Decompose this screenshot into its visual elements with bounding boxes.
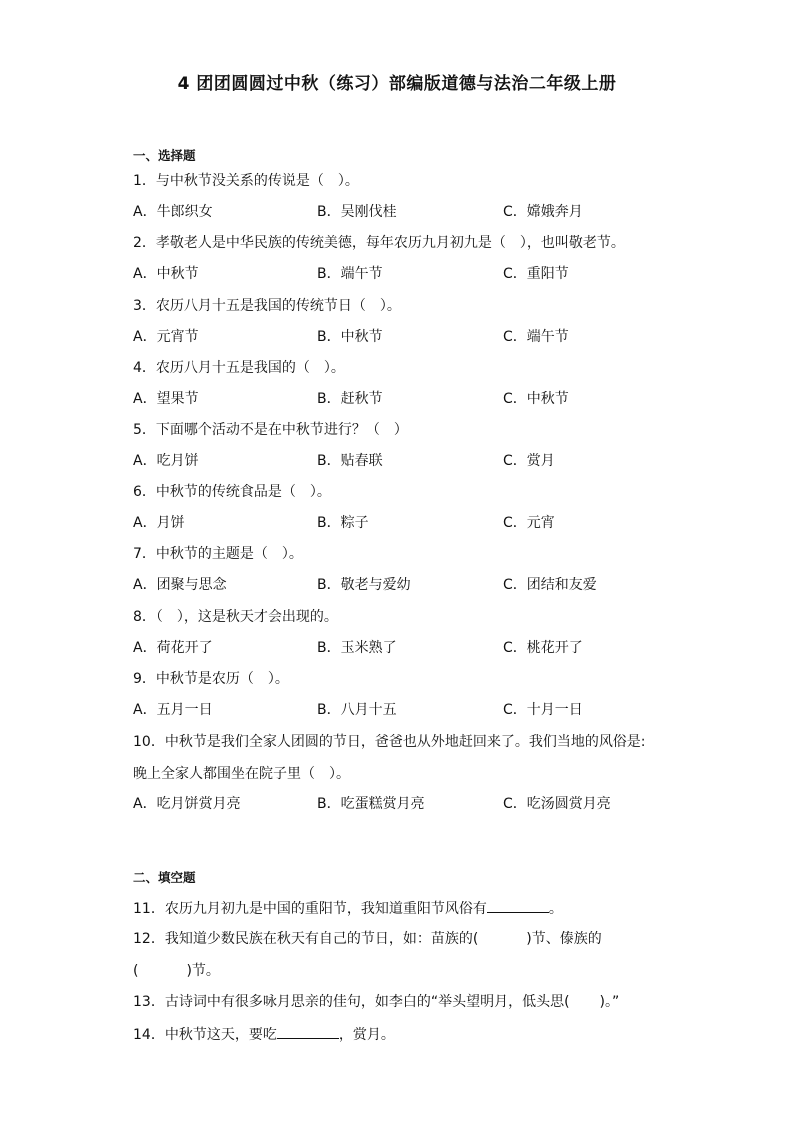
question-text: )。”: [599, 994, 620, 1010]
option-a[interactable]: A．吃月饼赏月亮: [133, 796, 241, 812]
question-text: )节。: [186, 963, 220, 979]
options-row: [133, 700, 693, 720]
option-a[interactable]: A．荷花开了: [133, 640, 213, 656]
question-text: 12．我知道少数民族在秋天有自己的节日，如：苗族的(: [133, 931, 479, 947]
option-a[interactable]: A．吃月饼: [133, 453, 199, 469]
question-stem: 4．农历八月十五是我国的（ ）。: [133, 360, 345, 376]
question-stem: 2．孝敬老人是中华民族的传统美德，每年农历九月初九是（ ），也叫敬老节。: [133, 235, 625, 251]
question-text: 。: [548, 901, 563, 917]
fill-question-12: [133, 929, 602, 949]
options-row: [133, 575, 693, 595]
option-a[interactable]: A．望果节: [133, 391, 199, 407]
option-c[interactable]: C．嫦娥奔月: [503, 204, 583, 220]
option-b[interactable]: B．赶秋节: [317, 391, 383, 407]
option-c[interactable]: C．团结和友爱: [503, 577, 597, 593]
section-heading-choice: 一、选择题: [133, 148, 196, 163]
option-b[interactable]: B．八月十五: [317, 702, 397, 718]
question-text: ，赏月。: [338, 1027, 395, 1043]
fill-question-14: [133, 1024, 395, 1045]
option-c[interactable]: C．吃汤圆赏月亮: [503, 796, 611, 812]
fill-question-13: [133, 992, 619, 1012]
option-a[interactable]: A．牛郎织女: [133, 204, 213, 220]
answer-blank[interactable]: [277, 1024, 339, 1039]
option-b[interactable]: B．玉米熟了: [317, 640, 397, 656]
option-b[interactable]: B．端午节: [317, 266, 383, 282]
fill-question-12-cont: [133, 961, 220, 981]
option-c[interactable]: C．桃花开了: [503, 640, 583, 656]
option-a[interactable]: A．元宵节: [133, 329, 199, 345]
section-heading-fill: 二、填空题: [133, 870, 196, 885]
question-stem: 8．（ ），这是秋天才会出现的。: [133, 609, 338, 625]
option-a[interactable]: A．团聚与思念: [133, 577, 227, 593]
question-stem: 6．中秋节的传统食品是（ ）。: [133, 484, 331, 500]
question-stem: 5．下面哪个活动不是在中秋节进行？（ ）: [133, 422, 408, 438]
question-text: 14．中秋节这天，要吃: [133, 1027, 277, 1043]
question-text: 13．古诗词中有很多咏月思亲的佳句，如李白的“举头望明月，低头思(: [133, 994, 570, 1010]
question-stem: 3．农历八月十五是我国的传统节日（ ）。: [133, 298, 401, 314]
option-b[interactable]: B．贴春联: [317, 453, 383, 469]
options-row: [133, 389, 693, 409]
question-stem: 1．与中秋节没关系的传说是（ ）。: [133, 173, 359, 189]
question-stem: 9．中秋节是农历（ ）。: [133, 671, 289, 687]
options-row: [133, 451, 693, 471]
option-c[interactable]: C．十月一日: [503, 702, 583, 718]
question-text: )节、傣族的: [526, 931, 602, 947]
option-a[interactable]: A．五月一日: [133, 702, 213, 718]
option-b[interactable]: B．吴刚伐桂: [317, 204, 397, 220]
fill-question-11: [133, 898, 563, 919]
option-c[interactable]: C．赏月: [503, 453, 555, 469]
options-row: [133, 202, 693, 222]
question-text: (: [133, 963, 139, 979]
page-title: 4 团团圆圆过中秋（练习）部编版道德与法治二年级上册: [177, 74, 617, 94]
options-row: [133, 794, 693, 814]
question-stem: 7．中秋节的主题是（ ）。: [133, 546, 303, 562]
option-c[interactable]: C．重阳节: [503, 266, 569, 282]
option-b[interactable]: B．敬老与爱幼: [317, 577, 411, 593]
answer-blank[interactable]: [487, 898, 549, 913]
option-c[interactable]: C．中秋节: [503, 391, 569, 407]
options-row: [133, 513, 693, 533]
option-c[interactable]: C．元宵: [503, 515, 555, 531]
options-row: [133, 638, 693, 658]
option-c[interactable]: C．端午节: [503, 329, 569, 345]
option-b[interactable]: B．中秋节: [317, 329, 383, 345]
option-a[interactable]: A．中秋节: [133, 266, 199, 282]
option-a[interactable]: A．月饼: [133, 515, 185, 531]
options-row: [133, 327, 693, 347]
options-row: [133, 264, 693, 284]
question-text: 11．农历九月初九是中国的重阳节，我知道重阳节风俗有: [133, 901, 487, 917]
question-stem: 10．中秋节是我们全家人团圆的节日，爸爸也从外地赶回来了。我们当地的风俗是: 晚上全家人都围坐在院子里（ ）。: [133, 734, 646, 782]
option-b[interactable]: B．吃蛋糕赏月亮: [317, 796, 425, 812]
option-b[interactable]: B．粽子: [317, 515, 369, 531]
